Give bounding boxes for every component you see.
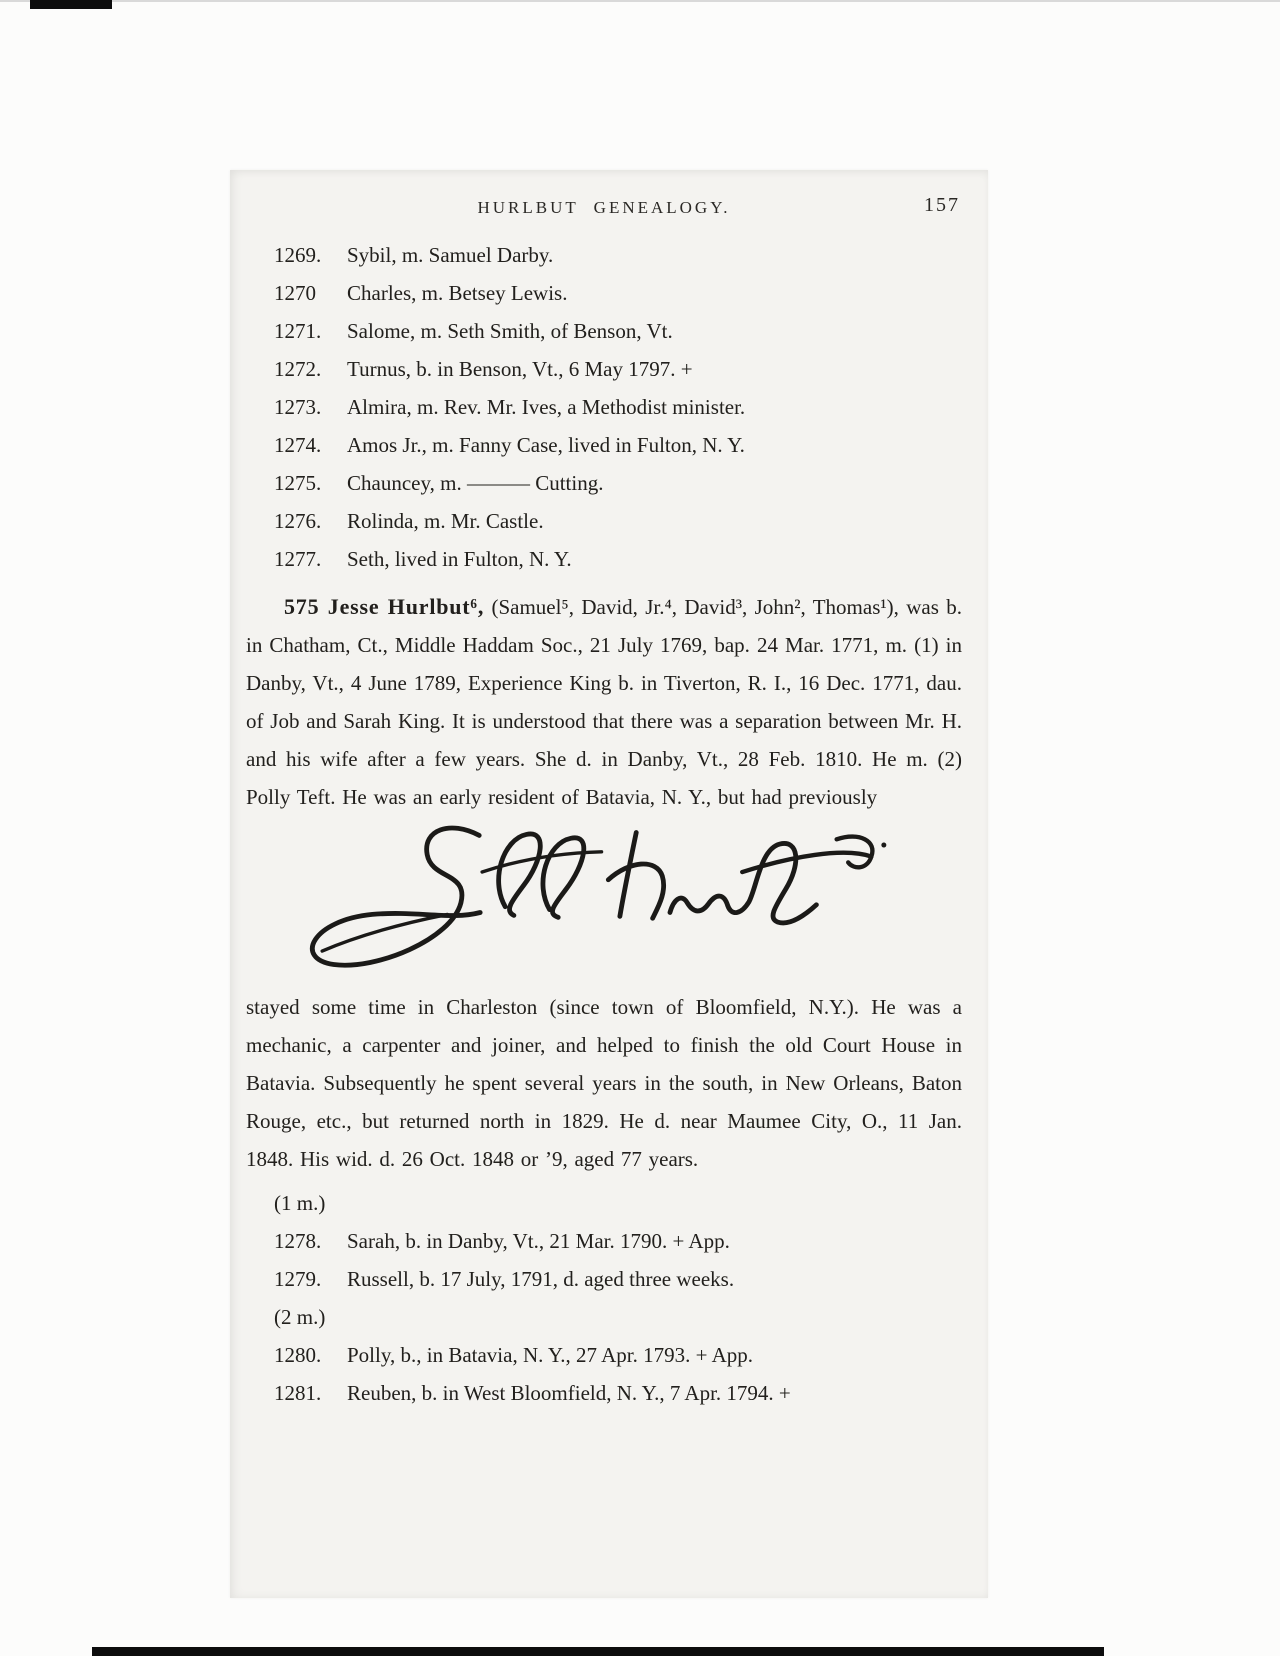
scan-artifact-bottom-bar bbox=[92, 1647, 1104, 1656]
list-item bbox=[274, 1260, 962, 1298]
children-list-marriage-1 bbox=[274, 1222, 962, 1298]
page-number: 157 bbox=[924, 194, 960, 216]
biography-paragraph-575 bbox=[246, 588, 962, 816]
entry-number: 1269. bbox=[274, 243, 322, 267]
list-item bbox=[274, 464, 962, 502]
entry-number: 1281. bbox=[274, 1381, 322, 1405]
signature-figure bbox=[280, 820, 962, 978]
list-item bbox=[274, 502, 962, 540]
children-list-first-family bbox=[274, 236, 962, 578]
entry-number: 1272. bbox=[274, 357, 322, 381]
jesse-hurlbut-signature-image bbox=[280, 820, 900, 978]
marriage-2-label: (2 m.) bbox=[274, 1305, 326, 1329]
list-item bbox=[274, 312, 962, 350]
list-item bbox=[274, 426, 962, 464]
marriage-1-label: (1 m.) bbox=[274, 1191, 326, 1215]
entry-text: Amos Jr., m. Fanny Case, lived in Fulton, N. Y. bbox=[347, 433, 745, 457]
entry-number: 1277. bbox=[274, 547, 322, 571]
entry-number: 1273. bbox=[274, 395, 322, 419]
entry-number: 1271. bbox=[274, 319, 322, 343]
entry-number: 1278. bbox=[274, 1229, 322, 1253]
entry-text: Chauncey, m. ——— Cutting. bbox=[347, 471, 604, 495]
biography-text: (Samuel⁵, David, Jr.⁴, David³, John², Thomas¹), was b. in Chatham, Ct., Middle Haddam Soc., 21 July 1769, bap. 24 Mar. 1771, m. (1) in Danby, Vt., 4 June 1789, Experience King b. in Tiverton, R. I., 16 Dec. 1771, dau. of Job and Sarah King. It is understood that there was a separation between Mr. H. and his wife after a few years. She d. in Danby, Vt., 28 Feb. 1810. He m. (2) Polly Teft. He was an early resident of Batavia, N. Y., but had previously bbox=[246, 595, 962, 809]
book-title: HURLBUT GENEALOGY. bbox=[477, 198, 731, 217]
entry-number: 1274. bbox=[274, 433, 322, 457]
entry-text: Rolinda, m. Mr. Castle. bbox=[347, 509, 544, 533]
entry-text: Seth, lived in Fulton, N. Y. bbox=[347, 547, 572, 571]
biography-paragraph-continued: stayed some time in Charleston (since town of Bloomfield, N.Y.). He was a mechanic, a carpenter and joiner, and helped to finish the old Court House in Batavia. Subsequently he spent several years in the south, in New Orleans, Baton Rouge, etc., but returned north in 1829. He d. near Maumee City, O., 11 Jan. 1848. His wid. d. 26 Oct. 1848 or ’9, aged 77 years. bbox=[246, 995, 962, 1171]
running-header bbox=[246, 196, 962, 220]
entry-text: Polly, b., in Batavia, N. Y., 27 Apr. 1793. + App. bbox=[347, 1343, 753, 1367]
entry-number: 1276. bbox=[274, 509, 322, 533]
scan-edge-hairline bbox=[0, 0, 1280, 2]
scan-artifact-top-bar bbox=[30, 0, 112, 9]
entry-text: Turnus, b. in Benson, Vt., 6 May 1797. + bbox=[347, 357, 693, 381]
entry-text: Salome, m. Seth Smith, of Benson, Vt. bbox=[347, 319, 673, 343]
entry-text: Sarah, b. in Danby, Vt., 21 Mar. 1790. + App. bbox=[347, 1229, 730, 1253]
entry-text: Russell, b. 17 July, 1791, d. aged three weeks. bbox=[347, 1267, 735, 1291]
list-item bbox=[274, 1222, 962, 1260]
entry-number: 1275. bbox=[274, 471, 322, 495]
entry-text: Sybil, m. Samuel Darby. bbox=[347, 243, 554, 267]
entry-text: Reuben, b. in West Bloomfield, N. Y., 7 Apr. 1794. + bbox=[347, 1381, 791, 1405]
entry-number: 1279. bbox=[274, 1267, 322, 1291]
entry-number: 1280. bbox=[274, 1343, 322, 1367]
list-item bbox=[274, 350, 962, 388]
list-item bbox=[274, 1336, 962, 1374]
entry-text: Almira, m. Rev. Mr. Ives, a Methodist minister. bbox=[347, 395, 746, 419]
list-item bbox=[274, 540, 962, 578]
list-item bbox=[274, 388, 962, 426]
scanned-book-page bbox=[230, 170, 988, 1598]
person-entry-heading: 575 Jesse Hurlbut⁶, bbox=[284, 594, 485, 619]
list-item bbox=[274, 1374, 962, 1412]
list-item bbox=[274, 236, 962, 274]
entry-text: Charles, m. Betsey Lewis. bbox=[347, 281, 568, 305]
list-item bbox=[274, 274, 962, 312]
entry-number: 1270 bbox=[274, 281, 316, 305]
children-list-marriage-2 bbox=[274, 1336, 962, 1412]
